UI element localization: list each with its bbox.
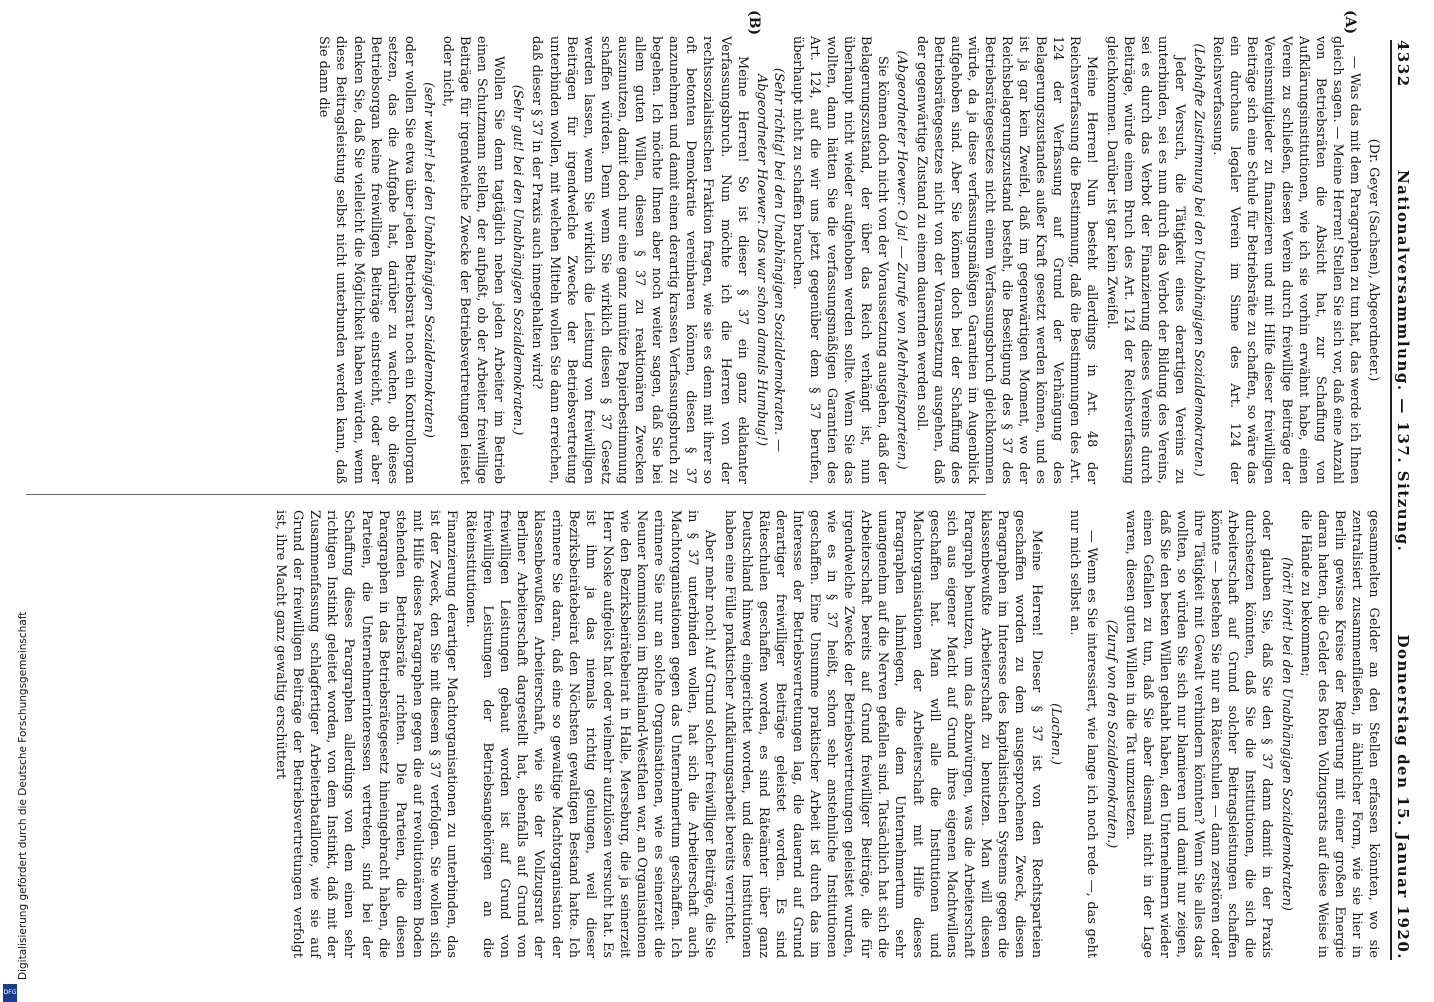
margin-marker-a: (A) <box>1342 10 1358 35</box>
paragraph: Finanzierung derartiger Machtorganisationen zu unterbinden, das ist der Zweck, den Sie mit diesem § 37 verfolgen. Sie wollen sich mit Hilfe dieses Paragraphen gegen die auf revolutionärem Boden stehenden Betriebsräte richten. Die Parteien, die diesen Paragraphen in das Betriebsrätegesetz hineingebracht haben, die Parteien, die Unternehmerinteressen vertreten, sind bei der Schaffung dieses Paragraphen allerdings von dem einen sehr richtigen Instinkt geleitet worden, von dem Instinkt, daß mit der Zusammenfassung schlagfertiger Arbeiterbataillone, wie sie auf Grund der freiwilligen Beiträge der Betriebsvertretungen verfolgt ist, ihre Macht ganz gewaltig erschüttert <box>273 510 460 958</box>
stage-direction: (sehr wahr! bei den Unabhängigen Sozialdemokraten) <box>420 82 436 438</box>
paragraph: — Was das mit dem Paragraphen zu tun hat, das werde ich Ihnen gleich sagen. — Meine Herren! Stellen Sie sich vor, daß eine Anzahl von Betriebsräten die Absicht hat, zur Schaffung von Aufklärungsinstitutionen, wie ich sie vorhin erwähnt habe, einen Verein zu schließen, diesen Verein durch freiwillige Beiträge der Vereinsmitglieder zu finanzieren und mit Hilfe dieser freiwilligen Beiträge sich eine Schule für Betriebsräte zu schaffen, so wäre das ein durchaus legaler Verein im Sinne des Art. 124 der Reichsverfassung. <box>1210 36 1362 484</box>
dfg-logo: DFG <box>3 984 17 1002</box>
paragraph: Meine Herren! Nun besteht allerdings in Art. 48 der Reichsverfassung die Bestimmung, daß die Bestimmungen des Art. 124 der Verfassung auf Grund der Verhängung des Belagerungszustandes außer Kraft gesetzt werden können, und es ist ja gar kein Zweifel, daß im gegenwärtigen Moment, wo der Reichsbelagerungszustand besteht, die Beseitigung des § 37 des Betriebsrätegesetzes nicht einem Verfassungsbruch gleichkommen würde, da ja diese verfassungsmäßigen Garantien im Augenblick aufgehoben sind. Aber Sie können doch bei der Schaffung des Betriebsrätegesetzes nicht von der Voraussetzung ausgehen, daß der gegenwärtige Zustand zu einem dauernden werden soll. <box>913 36 1100 484</box>
digitization-credit-text: Digitalisierung gefördert durch die Deutsche Forschungsgemeinschaft <box>17 611 29 980</box>
stage-direction: (Lebhafte Zustimmung bei den Unabhängigen Sozialdemokraten.) <box>1191 43 1207 477</box>
stage-direction: (Lachen.) <box>1048 703 1064 765</box>
stage-direction: (hört! hört! bei den Unabhängigen Sozialdemokraten) <box>1278 557 1294 911</box>
session-title: Nationalversammlung. — 137. Sitzung. <box>1394 169 1412 553</box>
stage-direction: (Sehr gut! bei den Unabhängigen Sozialdemokraten.) <box>510 84 526 436</box>
paragraph: Meine Herren! So ist dieser § 37 ein ganz eklatanter Verfassungsbruch. Nun möchte ich die Herren von der rechtssozialistischen Fraktion fragen, wie sie es denn mit ihrer so oft betonten Demokratie vereinbaren können, diesen § 37 anzunehmen und damit einen derartig krassen Verfassungsbruch zu begehen. Ich möchte Ihnen aber noch weiter sagen, daß Sie bei allem guten Willen, diesen § 37 zu reaktionären Zwecken auszunutzen, damit doch nur eine ganz unnütze Papierbestimmung schaffen würden. Denn wenn Sie wirklich diesen § 37 Gesetz werden lassen, wenn Sie wirklich die Leistung von freiwilligen Beiträgen für irgendwelche Zwecke der Betriebsvertretung unterbinden wollen, mit welchen Mitteln wollen Sie dann erreichen, daß dieser § 37 in der Praxis auch innegehalten wird? <box>529 36 750 484</box>
left-column <box>22 10 1382 484</box>
session-date: Donnerstag den 15. Januar 1920. <box>1394 634 1412 960</box>
stage-direction: (Sehr richtig! bei den Unabhängigen Sozialdemokraten. — Abgeordneter Hoewer: Das war schon damals Humbug!) <box>753 67 786 453</box>
margin-marker-b: (B) <box>746 10 762 36</box>
newspaper-page <box>16 0 1416 1000</box>
stage-direction: (Abgeordneter Hoewer: O ja! — Zurufe von Mehrheitsparteien.) <box>894 50 910 470</box>
paragraph: oder glauben Sie, daß Sie den § 37 dann damit in der Praxis durchsetzen könnten, daß Sie die Institutionen, die sich die Arbeiterschaft auf Grund solcher Beitragsleistungen schaffen könnte — bestehen Sie nur an Räteschulen — dann zerstören oder ihre Tätigkeit mit Gewalt verhindern könnten? Wenn Sie alles das wollten, so würden Sie sich nur blamieren und damit nur zeigen, daß Sie den besten Willen gehabt haben, den Unternehmern wieder einen Gefallen zu tun, daß Sie aber diesmal nicht in der Lage waren, diesen guten Willen in die Tat umzusetzen. <box>1122 510 1275 958</box>
stage-direction: (Zuruf von den Sozialdemokraten.) <box>1103 619 1119 849</box>
page-number: 4332 <box>1394 40 1412 88</box>
paragraph: Wollen Sie denn tagtäglich neben jeden Arbeiter im Betrieb einen Schutzmann stellen, der aufpaßt, ob der Arbeiter freiwillige Beiträge für irgendwelche Zwecke der Betriebsvertretungen leistet oder nicht, <box>440 36 507 484</box>
running-head <box>1390 40 1414 960</box>
paragraph: Aber mehr noch! Auf Grund solcher freiwilliger Beiträge, die Sie in § 37 unterbinden wollen, hat sich die Arbeiterschaft auch Machtorganisationen gegen das Unternehmertum geschaffen. Ich erinnere Sie nur an solche Organisationen, wie es seinerzeit die Neuner kommission im Rheinland-Westfalen war, an Organisationen wie den Bezirksbeirätebeirat in Halle, Merseburg, die ja seinerzeit Herr Noske aufgelöst hat oder vielmehr aufzulösen versucht hat. Es ist ihm ja das niemals richtig gelungen, weil dieser Bezirksbeirätebeirat den Nöchsten gewaltigen Bestand hatte. Ich erinnere Sie daran, daß eine so gewaltige Machtorganisation der klassenbewußten Arbeiterschaft, wie sie der Vollzugsrat der Berliner Arbeiterschaft dargestellt hat, ebenfalls auf Grund von freiwilligen Leistungen gebaut worden ist auf Grund von freiwilligen Leistungen der Betriebsangehörigen an die Räteinstitutionen. <box>463 510 718 958</box>
right-column <box>22 510 1382 958</box>
paragraph: Sie können doch nicht von der Voraussetzung ausgehen, daß der Belagerungszustand, der über das Reich verhängt ist, nun überhaupt nicht wieder aufgehoben werden sollte. Wenn Sie das wollten, dann hätten Sie die verfassungsmäßigen Garantien des Art. 124, auf die wir uns jetzt gegenüber dem § 37 berufen, überhaupt nicht zu schaffen brauchen. <box>789 36 891 484</box>
column-divider <box>26 494 986 495</box>
paragraph: Meine Herren! Dieser § 37 ist von den Rechtsparteien geschaffen worden zu dem ausgesprochenen Zweck, diesen Paragraphen im Interesse des kapitalistischen Systems gegen die klassenbewußte Arbeiterschaft zu benutzen. Man will diesen Paragraph benutzen, um das abzuwürgen, was die Arbeiterschaft sich aus eigener Macht auf Grund ihres eigenen Machtwillens geschaffen hat. Man will alle die Institutionen und Machtorganisationen der Arbeiterschaft mit Hilfe dieses Paragraphen lahmlegen, die dem Unternehmertum sehr unangenehm auf die Nerven gefallen sind. Tatsächlich hat sich die Arbeiterschaft bereits auf Grund freiwilliger Beiträge, die für irgendwelche Zwecke der Betriebsvertretungen geleistet wurden, wie es in § 37 heißt, schon sehr anstehnliche Institutionen geschaffen. Eine Unsumme praktischer Arbeit ist durch das im Interesse der Betriebsvertretungen lag, die dauernd auf Grund derartiger freiwilliger Beiträge geleistet worden. Es sind Räteschulen geschaffen worden, es sind Räteämter über ganz Deutschland hinweg eingerichtet worden, und diese Institutionen haben eine Fülle praktischer Aufklärungsarbeit bereits verrichtet. <box>721 510 1045 958</box>
paragraph: gesammelten Gelder an den Stellen erfassen könnten, wo sie zentralisiert zusammenfließen, in ähnlicher Form, wie sie hier in Berlin gewisse Kreise der Regierung mit einer großen Energie daran hatten, die Gelder des Roten Vollzugsrats auf diese Weise in die Hände zu bekommen; <box>1297 510 1381 958</box>
paragraph: — Wenn es Sie interessiert, wie lange ich noch rede —, das geht nur mich selbst an. <box>1067 510 1100 958</box>
paragraph: oder wollen Sie etwa über jeden Betriebsrat noch ein Kontrollorgan setzen, das die Aufgabe hat, darüber zu wachen, ob dieses Betriebsorgan keine freiwilligen Beiträge einstreicht, oder aber denken Sie, daß Sie vielleicht die Möglichkeit haben würden, wenn diese Beitragsleistung selbst nicht unterbunden werden kann, daß Sie dann die <box>316 36 417 484</box>
paragraph: Jeder Versuch, die Tätigkeit eines derartigen Vereins zu unterbinden, sei es nun durch das Verbot der Bildung des Vereins, sei es durch das Verbot der Finanzierung dieses Vereins durch Beiträge, würde einem Bruch des Art. 124 der Reichsverfassung gleichkommen. Darüber ist gar kein Zweifel. <box>1103 36 1187 484</box>
speaker-line: (Dr. Geyer (Sachsen), Abgeordneter.) <box>1366 138 1381 382</box>
